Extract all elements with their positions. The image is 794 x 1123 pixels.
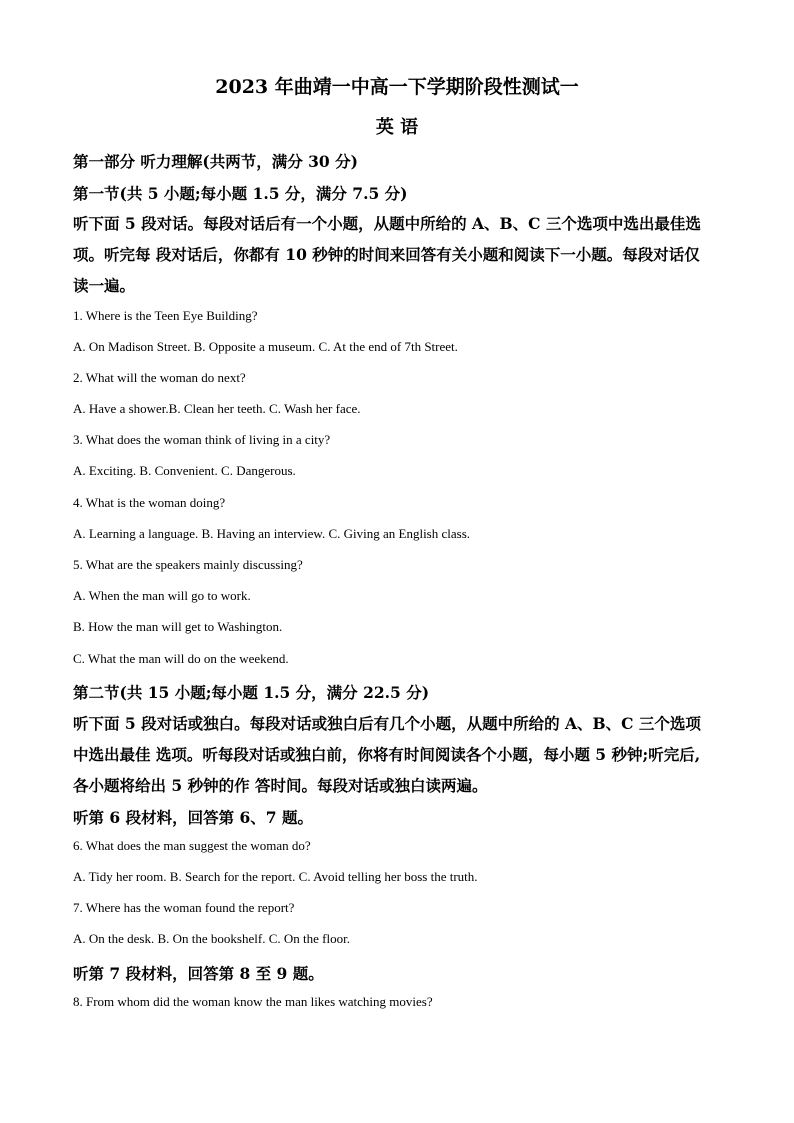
question-5-option-b: B. How the man will get to Washington. bbox=[73, 619, 283, 634]
question-6-options: A. Tidy her room. B. Search for the report. C. Avoid telling her boss the truth. bbox=[73, 869, 478, 884]
section1-heading: 第一节(共 5 小题;每小题 1.5 分，满分 7.5 分) bbox=[73, 184, 408, 203]
exam-title: 2023 年曲靖一中高一下学期阶段性测试一 bbox=[215, 76, 579, 98]
question-5-option-a: A. When the man will go to work. bbox=[73, 588, 251, 603]
question-2-options: A. Have a shower.B. Clean her teeth. C. Wash her face. bbox=[73, 401, 361, 416]
section2-instructions-line-1: 听下面 5 段对话或独白。每段对话或独白后有几个小题，从题中所给的 A、B、C 三个选项 bbox=[73, 714, 701, 733]
section2-instructions-line-3: 各小题将给出 5 秒钟的作 答时间。每段对话或独白读两遍。 bbox=[73, 776, 488, 795]
question-8: 8. From whom did the woman know the man likes watching movies? bbox=[73, 994, 433, 1009]
question-7: 7. Where has the woman found the report? bbox=[73, 900, 295, 915]
question-5-option-c: C. What the man will do on the weekend. bbox=[73, 651, 289, 666]
question-1: 1. Where is the Teen Eye Building? bbox=[73, 308, 258, 323]
section1-instructions-line-2: 项。听完每 段对话后，你都有 10 秒钟的时间来回答有关小题和阅读下一小题。每段对话仅 bbox=[73, 245, 700, 264]
question-2: 2. What will the woman do next? bbox=[73, 370, 246, 385]
part1-heading: 第一部分 听力理解(共两节，满分 30 分) bbox=[73, 152, 358, 171]
question-1-options: A. On Madison Street. B. Opposite a museum. C. At the end of 7th Street. bbox=[73, 339, 458, 354]
question-3: 3. What does the woman think of living in a city? bbox=[73, 432, 331, 447]
question-7-options: A. On the desk. B. On the bookshelf. C. On the floor. bbox=[73, 931, 350, 946]
question-3-options: A. Exciting. B. Convenient. C. Dangerous. bbox=[73, 463, 296, 478]
material-7-heading: 听第 7 段材料，回答第 8 至 9 题。 bbox=[73, 964, 324, 983]
subject-title: 英 语 bbox=[375, 117, 419, 138]
question-4: 4. What is the woman doing? bbox=[73, 495, 226, 510]
section1-instructions-line-1: 听下面 5 段对话。每段对话后有一个小题，从题中所给的 A、B、C 三个选项中选出最佳选 bbox=[73, 214, 701, 233]
question-5: 5. What are the speakers mainly discussing? bbox=[73, 557, 303, 572]
question-6: 6. What does the man suggest the woman do? bbox=[73, 838, 311, 853]
section2-heading: 第二节(共 15 小题;每小题 1.5 分，满分 22.5 分) bbox=[73, 683, 430, 702]
section1-instructions-line-3: 读一遍。 bbox=[73, 276, 136, 295]
section2-instructions-line-2: 中选出最佳 选项。听每段对话或独白前，你将有时间阅读各个小题，每小题 5 秒钟;听完后, bbox=[73, 745, 701, 764]
material-6-heading: 听第 6 段材料，回答第 6、7 题。 bbox=[73, 808, 313, 827]
question-4-options: A. Learning a language. B. Having an interview. C. Giving an English class. bbox=[73, 526, 471, 541]
